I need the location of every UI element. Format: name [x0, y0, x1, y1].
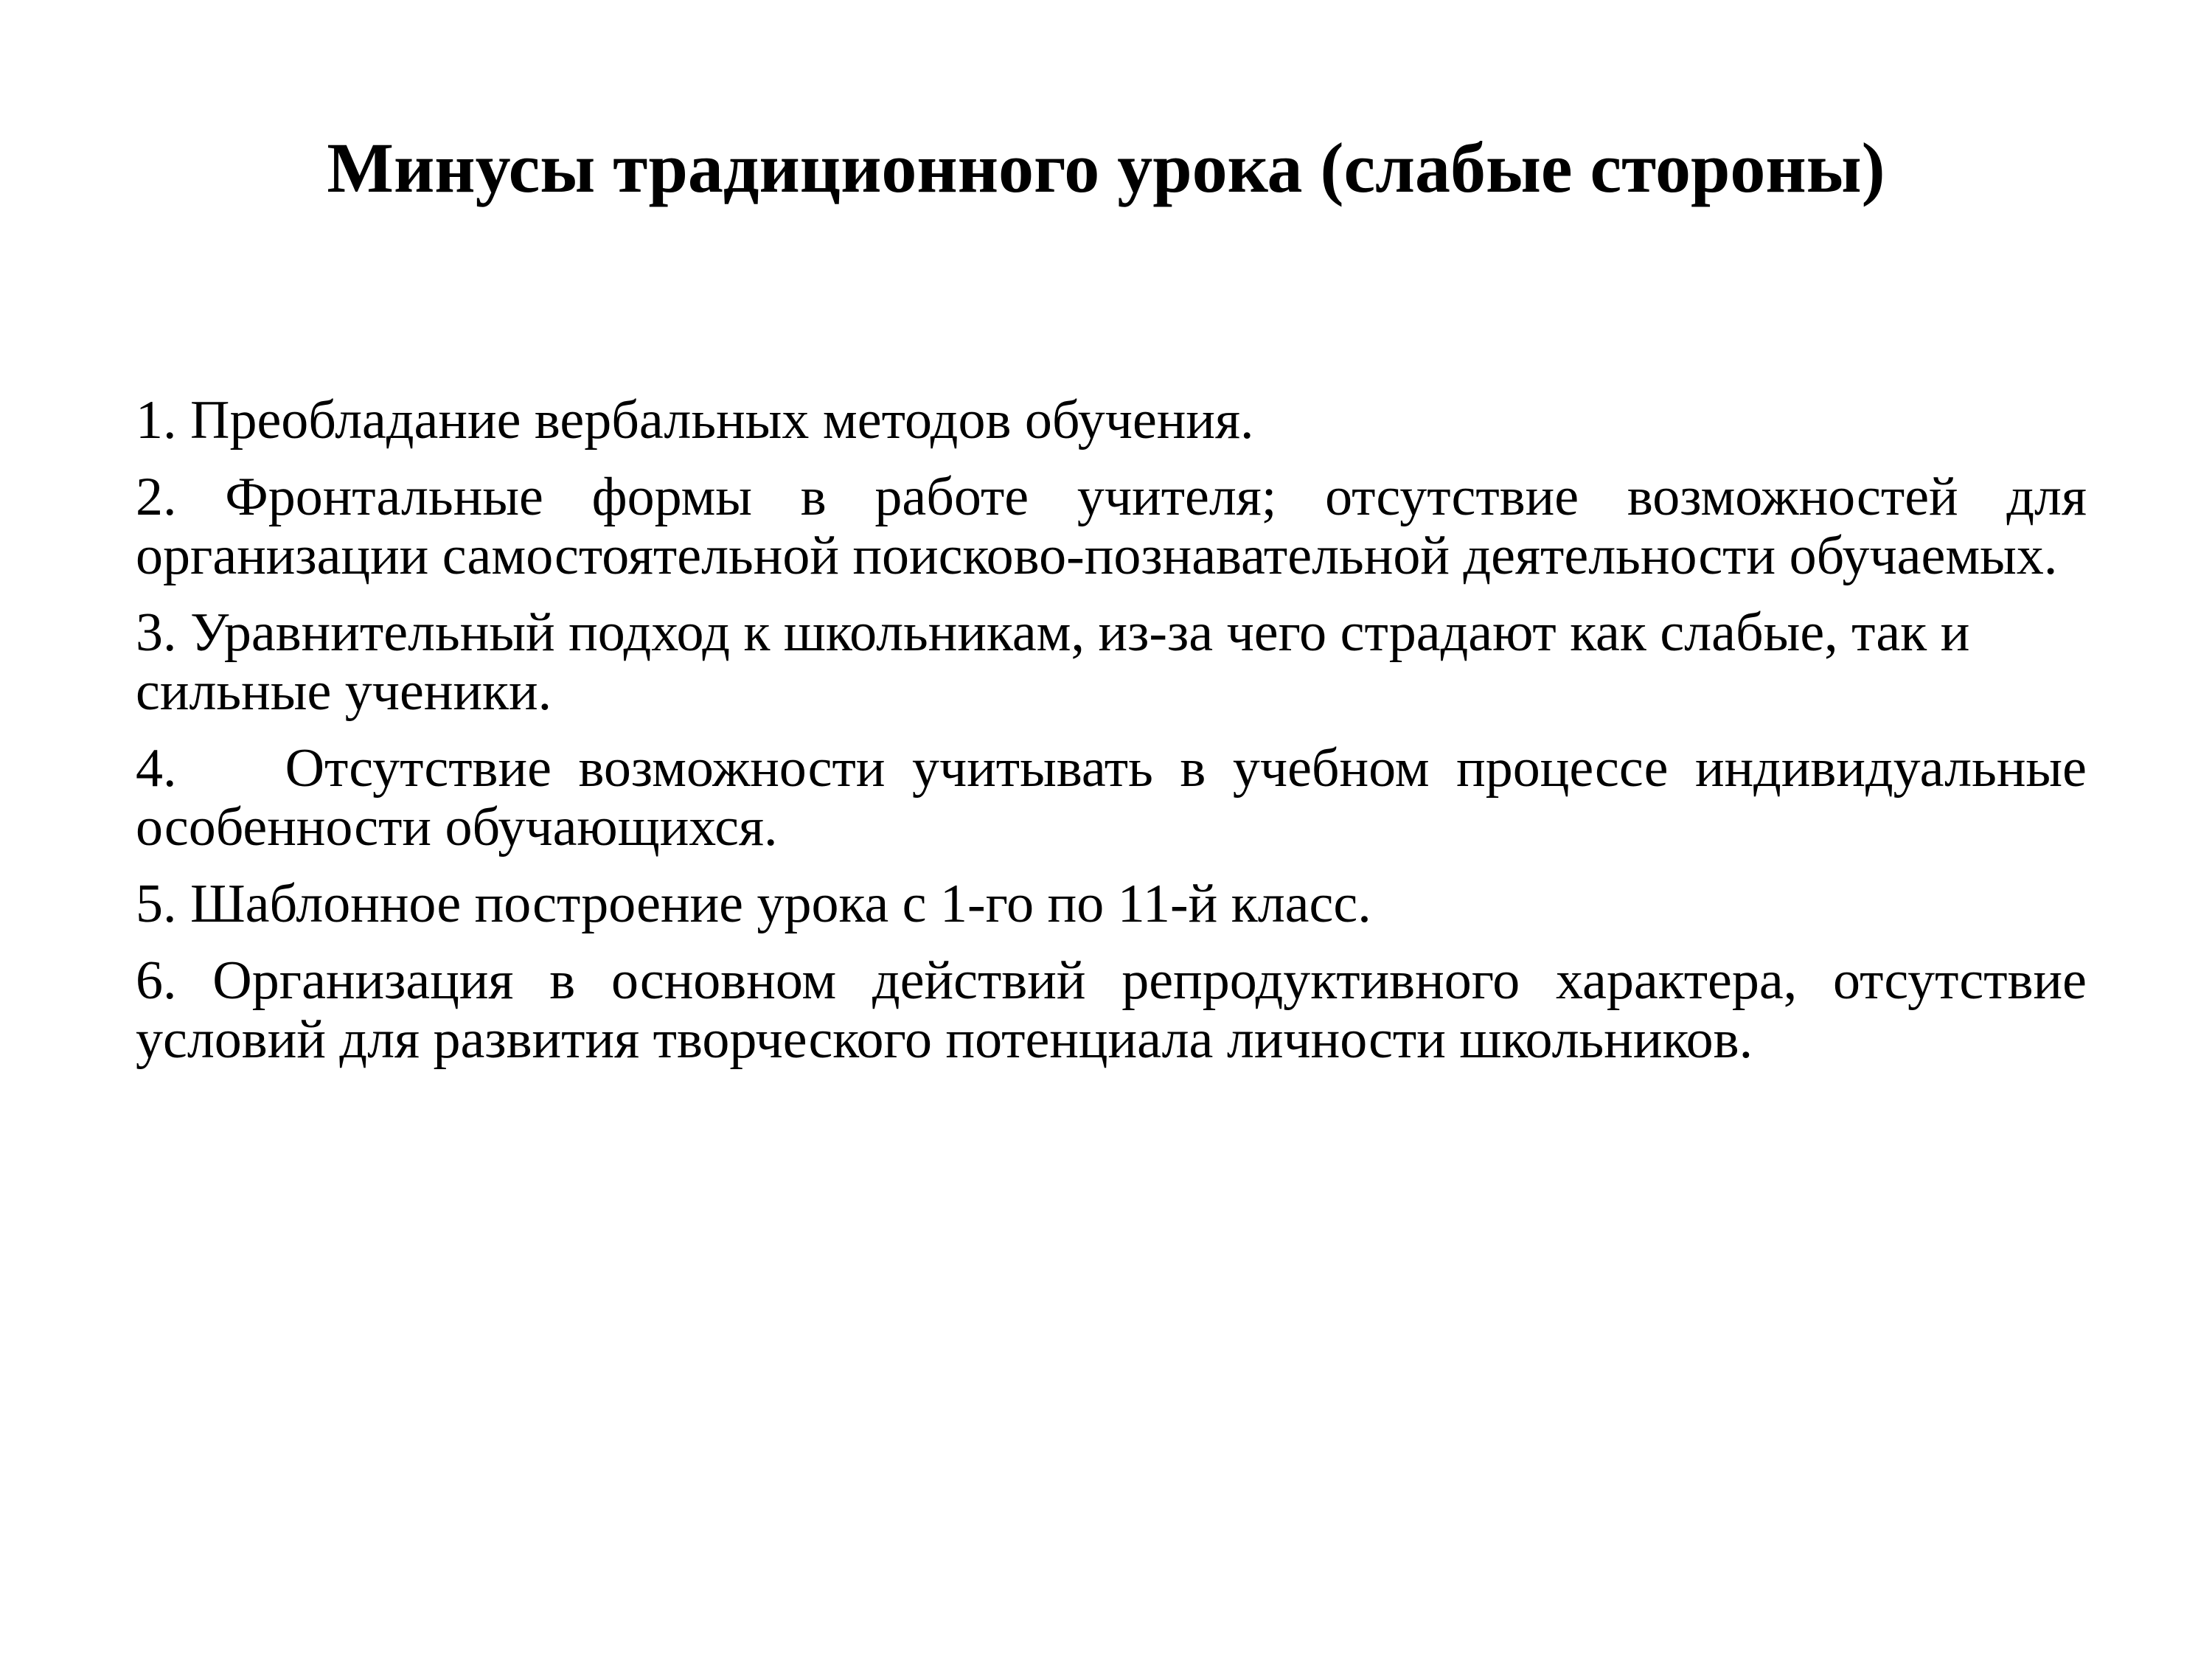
- list-item: 4. Отсутствие возможности учитывать в учебном процессе индивидуальные особенности обучающихся.: [136, 738, 2087, 858]
- list-item: 2. Фронтальные формы в работе учителя; отсутствие возможностей для организации самостоятельной поисково-познавательной деятельности обучаемых.: [136, 467, 2087, 586]
- list-item: 3. Уравнительный подход к школьникам, из-за чего страдают как слабые, так и сильные ученики.: [136, 602, 1970, 722]
- list-item: 5. Шаблонное построение урока с 1-го по 11-й класс.: [136, 874, 1371, 934]
- list-item: 6. Организация в основном действий репродуктивного характера, отсутствие условий для развития творческого потенциала личности школьников.: [136, 950, 2087, 1070]
- list-item: 1. Преобладание вербальных методов обучения.: [136, 390, 1254, 451]
- points-list: [136, 391, 2087, 1087]
- slide-title: Минусы традиционного урока (слабые стороны): [327, 128, 1885, 207]
